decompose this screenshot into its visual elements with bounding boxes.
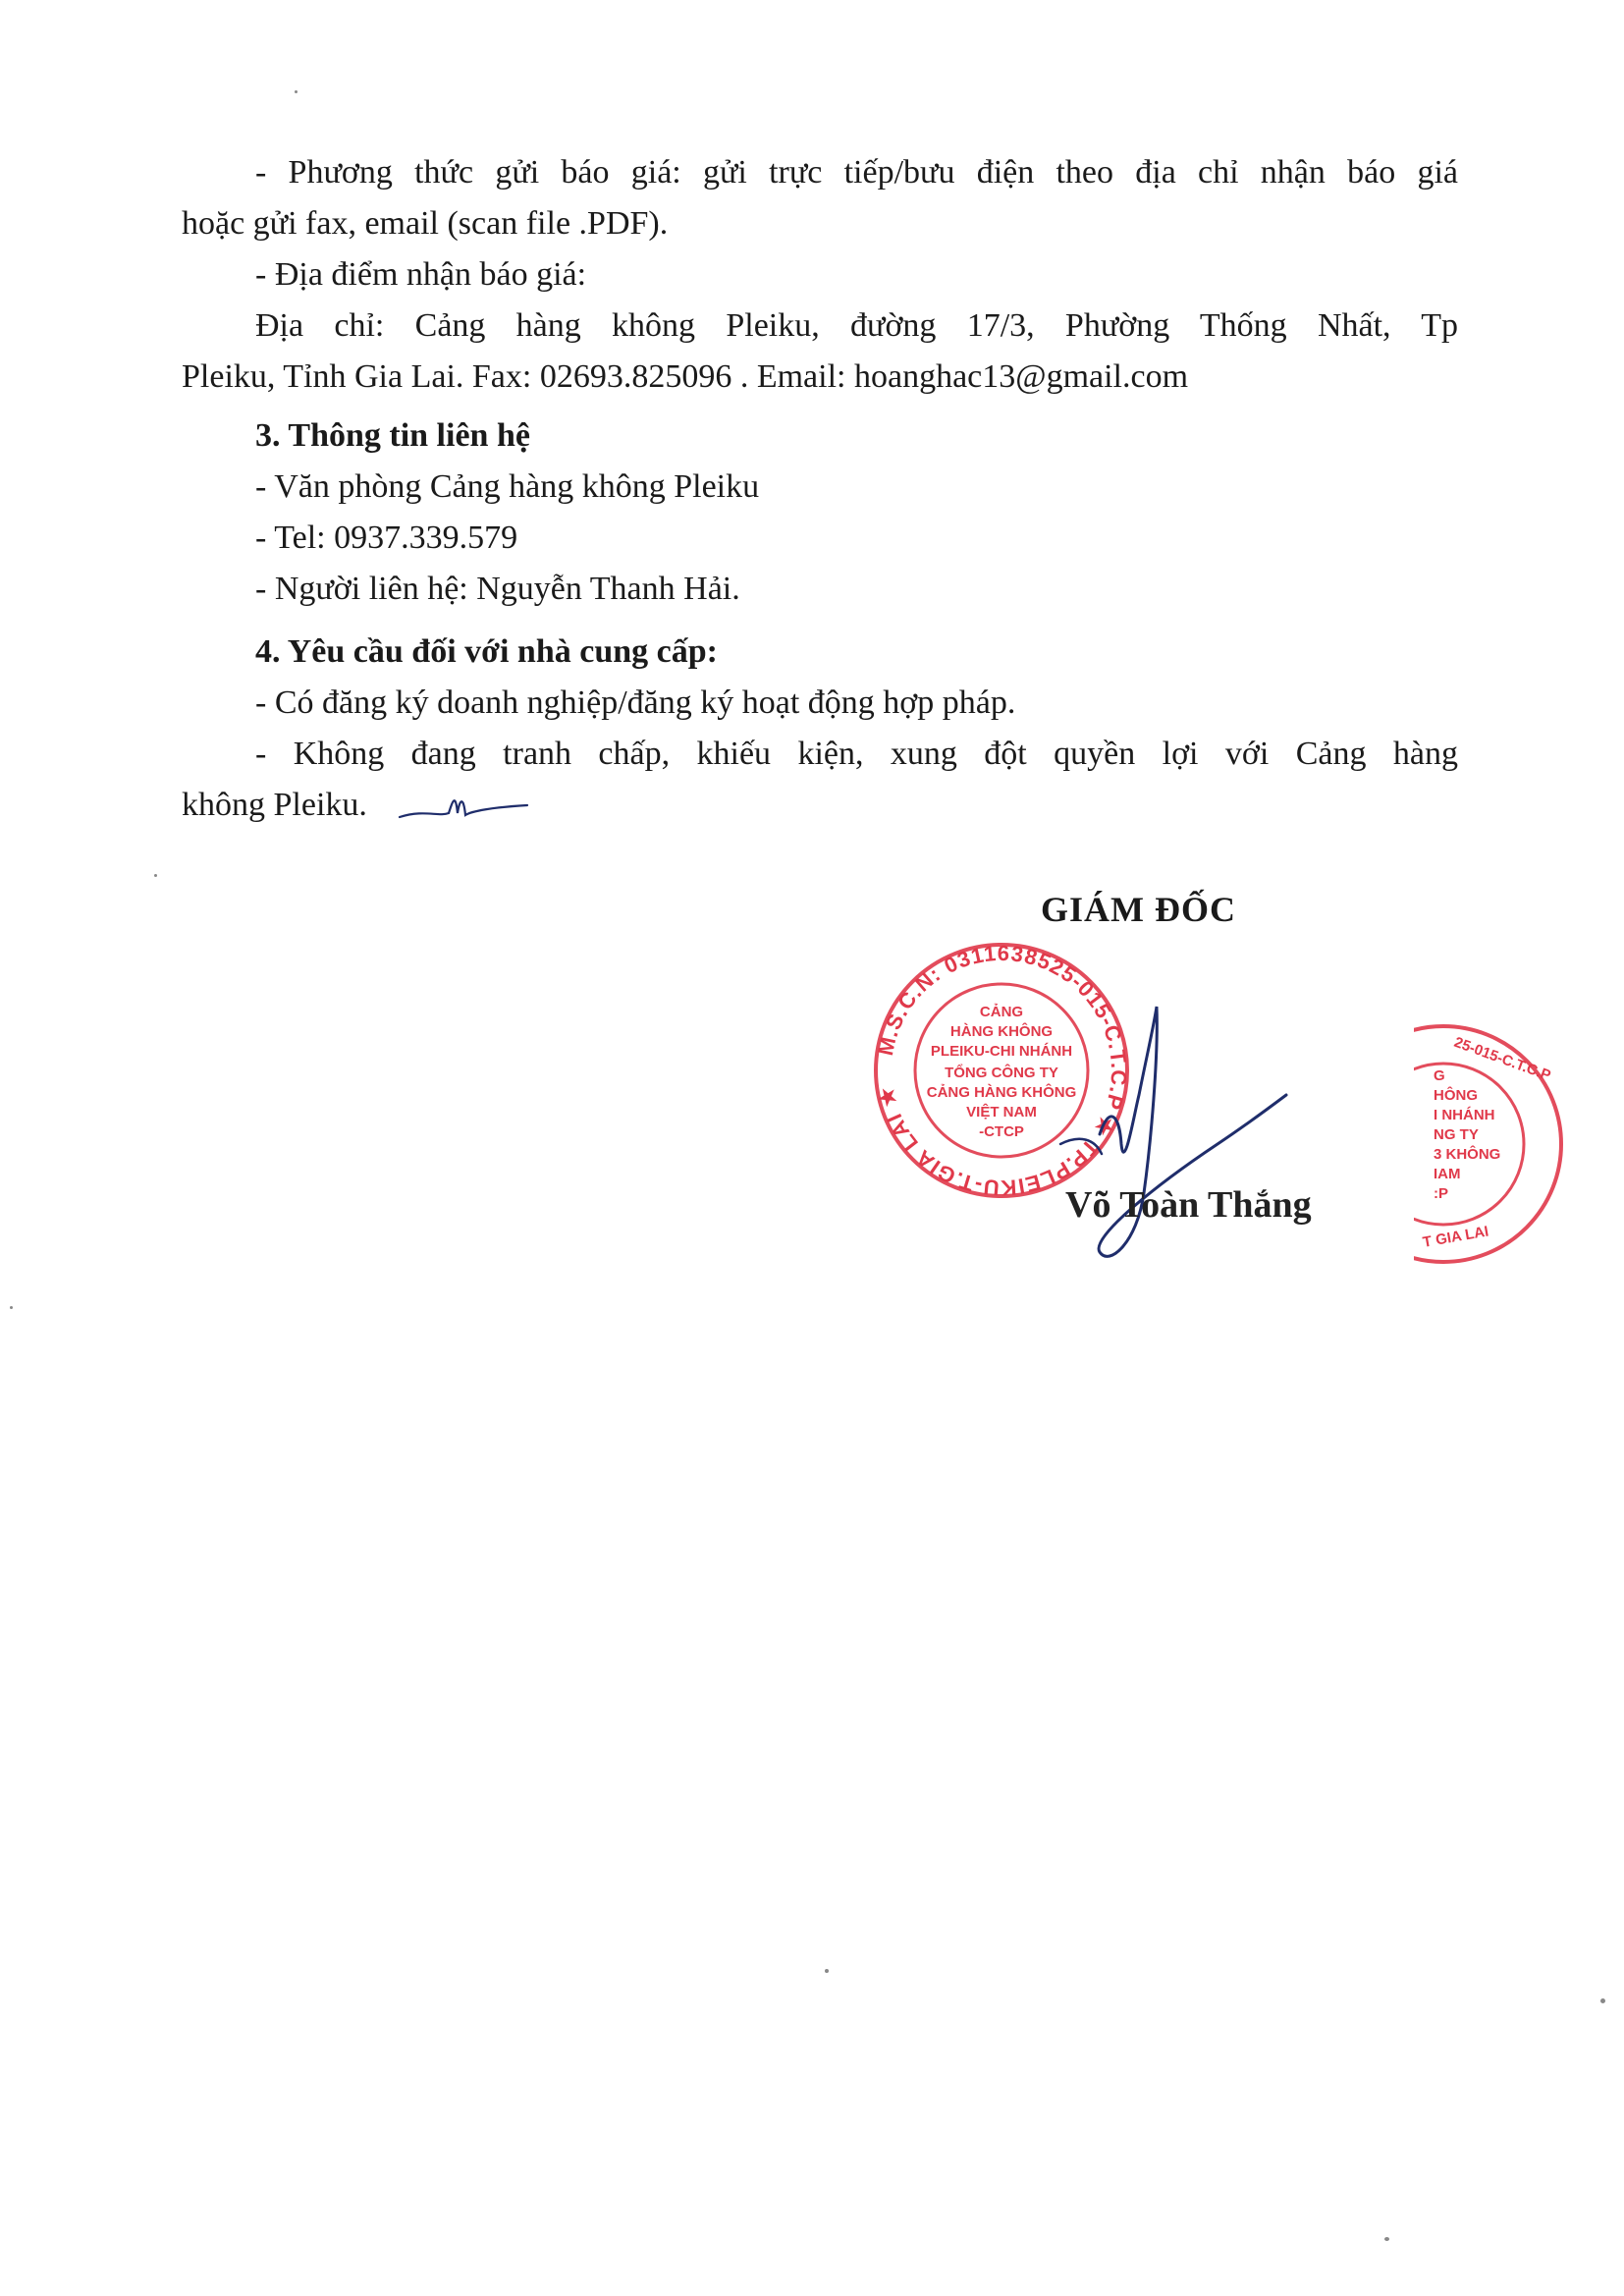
svg-text:TỔNG CÔNG TY: TỔNG CÔNG TY [945,1065,1058,1081]
paragraph-send-method [182,147,1458,198]
scan-speck [1600,1998,1605,2003]
section-3-item: - Tel: 0937.339.579 [255,519,518,556]
svg-text:25-015-C.T.C.P: 25-015-C.T.C.P [1451,1033,1553,1085]
scan-speck [825,1969,829,1973]
svg-text:PLEIKU-CHI NHÁNH: PLEIKU-CHI NHÁNH [930,1043,1073,1060]
section-4-item-cont [182,780,1458,831]
scan-speck [1384,2237,1389,2241]
svg-text:IAM: IAM [1434,1166,1461,1182]
svg-text:CẢNG HÀNG KHÔNG: CẢNG HÀNG KHÔNG [926,1084,1077,1101]
paragraph-send-method-cont [182,198,1458,249]
section-4-item-text-cont: không Pleiku. [182,787,367,823]
paragraph-address [182,301,1458,352]
section-4-item-text: - Không đang tranh chấp, khiếu kiện, xung đột quyền lợi với Cảng hàng [255,736,1458,772]
svg-text:CẢNG: CẢNG [979,1004,1024,1020]
svg-text:HÔNG: HÔNG [1434,1087,1478,1104]
director-name: Võ Toàn Thắng [1065,1184,1312,1226]
svg-text:VIỆT NAM: VIỆT NAM [966,1104,1037,1121]
director-title: GIÁM ĐỐC [1041,890,1236,929]
svg-text:NG TY: NG TY [1434,1126,1479,1143]
document-body [182,147,1458,831]
paragraph-location [182,249,1458,301]
paragraph-address-cont [182,352,1458,403]
location-label: - Địa điểm nhận báo giá: [255,256,587,293]
section-3-item: - Người liên hệ: Nguyễn Thanh Hải. [255,571,740,607]
svg-text:HÀNG KHÔNG: HÀNG KHÔNG [949,1023,1054,1040]
send-method-line-2: hoặc gửi fax, email (scan file .PDF). [182,205,669,242]
section-4-item: - Có đăng ký doanh nghiệp/đăng ký hoạt động hợp pháp. [255,684,1016,721]
svg-text:T GIA LAI: T GIA LAI [1421,1223,1490,1251]
section-4-heading: 4. Yêu cầu đối với nhà cung cấp: [255,633,718,670]
scan-speck [295,90,298,93]
svg-text:3 KHÔNG: 3 KHÔNG [1434,1146,1501,1163]
scan-speck [154,874,157,877]
partial-seal [1414,1016,1571,1282]
svg-text:-CTCP: -CTCP [979,1123,1024,1140]
director-signature [1041,997,1296,1272]
section-3-heading: 3. Thông tin liên hệ [255,417,530,454]
initials-signature [395,788,532,827]
svg-text:M.S.C.N: 0311638525-015-C.T.C.: M.S.C.N: 0311638525-015-C.T.C.P ★ TP.PLEIKU-T.GIA LAI ★ [872,940,1132,1201]
svg-text:I NHÁNH: I NHÁNH [1434,1107,1495,1123]
address-line-1: Địa chỉ: Cảng hàng không Pleiku, đường 17/3, Phường Thống Nhất, Tp [255,307,1458,344]
svg-text:G: G [1434,1067,1445,1084]
svg-text::P: :P [1434,1185,1448,1202]
send-method-line-1: - Phương thức gửi báo giá: gửi trực tiếp/bưu điện theo địa chỉ nhận báo giá [255,154,1458,191]
section-3-item: - Văn phòng Cảng hàng không Pleiku [255,468,760,505]
scan-speck [10,1306,13,1309]
section-4-item [182,729,1458,780]
address-line-2: Pleiku, Tỉnh Gia Lai. Fax: 02693.825096 . Email: hoanghac13@gmail.com [182,358,1189,395]
